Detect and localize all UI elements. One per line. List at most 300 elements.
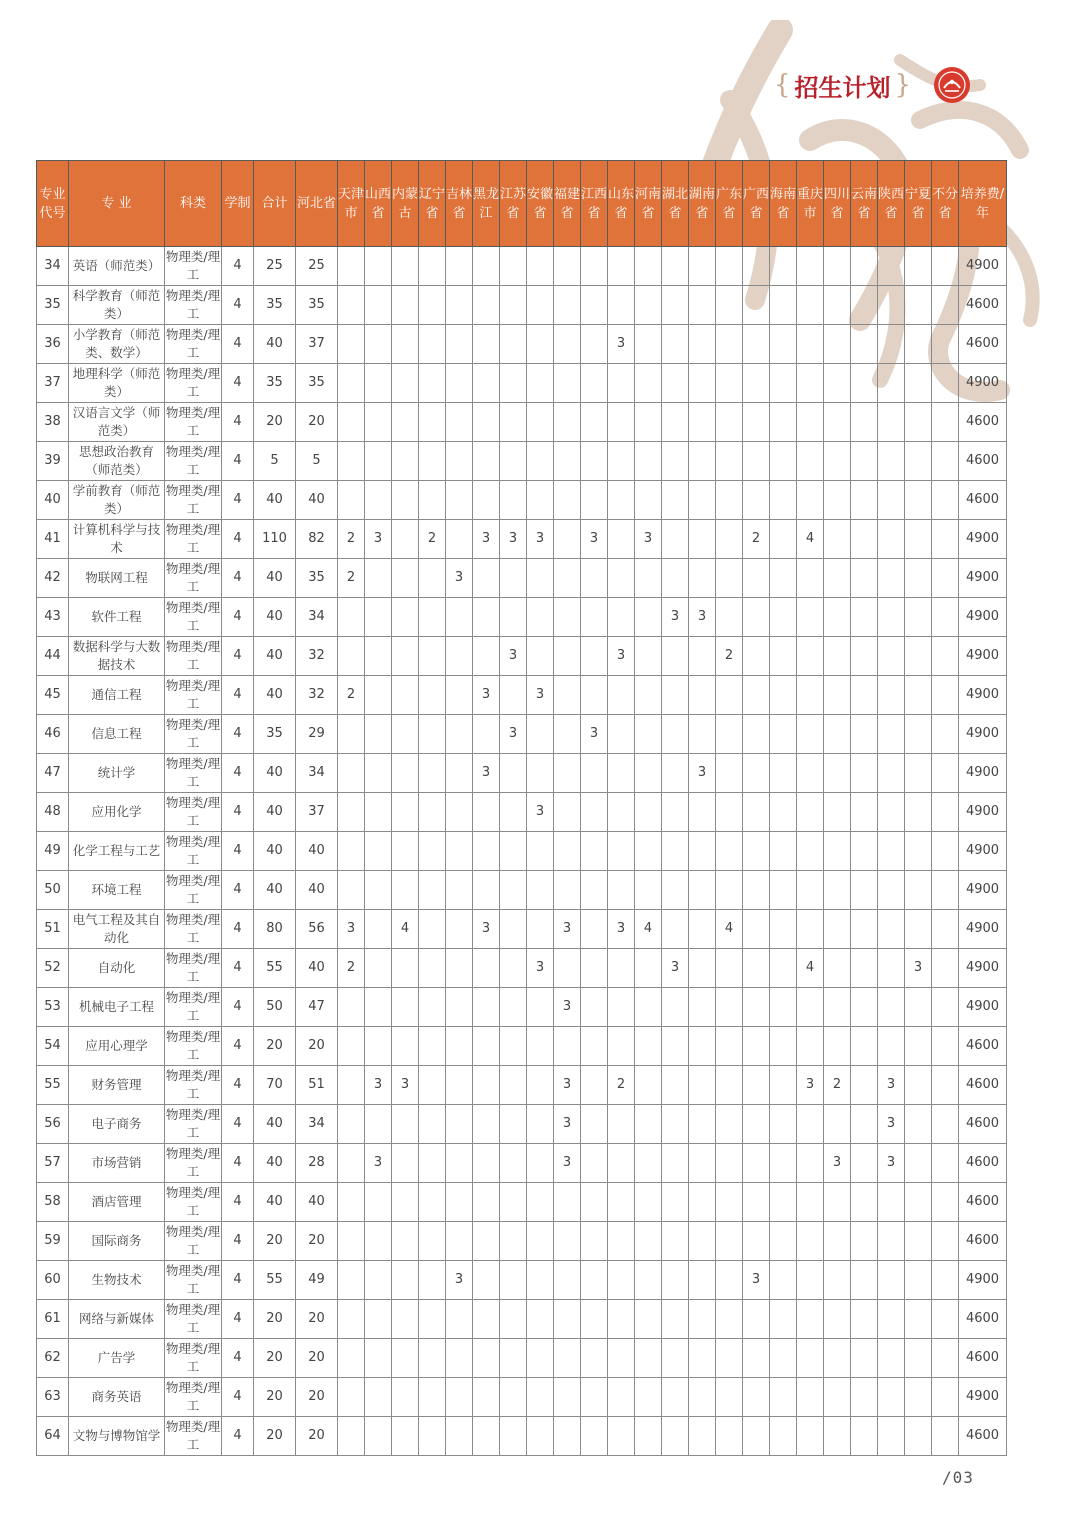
table-cell [446, 988, 473, 1027]
table-cell [608, 988, 635, 1027]
table-cell [554, 793, 581, 832]
table-cell: 40 [254, 793, 296, 832]
table-cell [743, 949, 770, 988]
table-cell: 4 [222, 247, 254, 286]
table-cell [770, 1339, 797, 1378]
table-cell [824, 1417, 851, 1456]
table-cell [554, 637, 581, 676]
table-cell [689, 676, 716, 715]
table-cell [851, 1105, 878, 1144]
table-cell: 4 [222, 1144, 254, 1183]
column-header: 陕西省 [878, 161, 905, 247]
table-cell [635, 1378, 662, 1417]
table-cell [635, 949, 662, 988]
table-cell [338, 1300, 365, 1339]
column-header: 不分省 [932, 161, 959, 247]
table-cell [824, 325, 851, 364]
major-code-cell: 53 [37, 988, 69, 1027]
table-cell [662, 1222, 689, 1261]
table-cell [446, 1183, 473, 1222]
table-cell [743, 1378, 770, 1417]
table-cell [473, 1339, 500, 1378]
table-cell [419, 1378, 446, 1417]
table-cell [500, 598, 527, 637]
major-name-cell: 学前教育（师范类） [69, 481, 165, 520]
table-cell [743, 1183, 770, 1222]
table-cell [338, 988, 365, 1027]
table-cell [500, 559, 527, 598]
table-cell [554, 1027, 581, 1066]
header-row [37, 161, 1007, 247]
table-cell [635, 1105, 662, 1144]
table-cell [716, 715, 743, 754]
table-cell [743, 1027, 770, 1066]
table-cell [419, 1300, 446, 1339]
table-cell [419, 637, 446, 676]
table-cell [932, 715, 959, 754]
table-cell [392, 1339, 419, 1378]
table-cell: 3 [473, 910, 500, 949]
table-cell: 3 [662, 598, 689, 637]
category-cell: 物理类/理工 [165, 1066, 222, 1105]
table-cell: 35 [254, 715, 296, 754]
table-cell [446, 481, 473, 520]
table-cell [392, 871, 419, 910]
table-cell [446, 754, 473, 793]
column-header: 科类 [165, 161, 222, 247]
table-cell [797, 1183, 824, 1222]
major-name-cell: 应用化学 [69, 793, 165, 832]
table-cell: 4 [222, 325, 254, 364]
table-cell [662, 442, 689, 481]
table-cell [878, 247, 905, 286]
table-cell [716, 1378, 743, 1417]
table-cell [338, 1417, 365, 1456]
table-cell [473, 559, 500, 598]
table-cell [338, 325, 365, 364]
table-cell: 3 [527, 793, 554, 832]
table-row [37, 403, 1007, 442]
table-cell: 40 [254, 754, 296, 793]
table-cell [716, 1144, 743, 1183]
table-cell [608, 403, 635, 442]
table-cell: 40 [254, 832, 296, 871]
table-cell [473, 286, 500, 325]
table-cell: 3 [446, 1261, 473, 1300]
major-name-cell: 化学工程与工艺 [69, 832, 165, 871]
table-cell [905, 1300, 932, 1339]
table-cell [500, 325, 527, 364]
table-cell [878, 598, 905, 637]
table-cell: 4 [797, 949, 824, 988]
table-cell [932, 1144, 959, 1183]
table-cell [419, 871, 446, 910]
table-cell [554, 1417, 581, 1456]
column-header: 海南省 [770, 161, 797, 247]
table-cell [689, 1222, 716, 1261]
table-cell [851, 1027, 878, 1066]
table-cell [878, 364, 905, 403]
table-cell [419, 910, 446, 949]
table-header [37, 161, 1007, 247]
table-cell [473, 637, 500, 676]
table-cell [662, 676, 689, 715]
table-cell [338, 871, 365, 910]
table-cell [419, 481, 446, 520]
table-cell [554, 1378, 581, 1417]
table-cell [500, 481, 527, 520]
table-cell [743, 676, 770, 715]
table-cell [581, 676, 608, 715]
table-cell: 4 [392, 910, 419, 949]
table-cell [608, 1339, 635, 1378]
table-cell [770, 637, 797, 676]
major-code-cell: 42 [37, 559, 69, 598]
column-header: 合计 [254, 161, 296, 247]
table-cell [581, 1222, 608, 1261]
table-cell [797, 1144, 824, 1183]
table-cell [473, 403, 500, 442]
table-cell [446, 286, 473, 325]
table-cell [770, 520, 797, 559]
major-code-cell: 54 [37, 1027, 69, 1066]
table-cell [851, 949, 878, 988]
category-cell: 物理类/理工 [165, 1417, 222, 1456]
table-cell [689, 481, 716, 520]
table-cell [851, 676, 878, 715]
table-cell [743, 754, 770, 793]
table-cell [905, 676, 932, 715]
table-cell [797, 1417, 824, 1456]
table-cell: 56 [296, 910, 338, 949]
table-cell [581, 1066, 608, 1105]
major-name-cell: 英语（师范类） [69, 247, 165, 286]
table-cell [878, 1417, 905, 1456]
table-cell: 40 [254, 559, 296, 598]
table-cell [932, 1261, 959, 1300]
table-cell [689, 949, 716, 988]
table-cell [689, 559, 716, 598]
table-cell [716, 1027, 743, 1066]
table-cell [797, 286, 824, 325]
table-cell: 40 [254, 1144, 296, 1183]
table-cell [878, 715, 905, 754]
table-cell [932, 403, 959, 442]
column-header: 江西省 [581, 161, 608, 247]
table-cell [797, 832, 824, 871]
table-cell [635, 1261, 662, 1300]
major-name-cell: 思想政治教育（师范类） [69, 442, 165, 481]
table-cell [716, 481, 743, 520]
table-cell [662, 364, 689, 403]
major-code-cell: 49 [37, 832, 69, 871]
table-cell [905, 1144, 932, 1183]
table-cell [932, 1300, 959, 1339]
table-cell: 3 [554, 1105, 581, 1144]
column-header: 广西省 [743, 161, 770, 247]
table-cell [608, 871, 635, 910]
table-cell: 4 [222, 793, 254, 832]
table-cell [824, 715, 851, 754]
table-cell: 5 [296, 442, 338, 481]
table-cell [392, 988, 419, 1027]
table-cell [824, 1105, 851, 1144]
table-cell [689, 520, 716, 559]
table-cell [770, 910, 797, 949]
table-cell [446, 442, 473, 481]
table-cell: 3 [878, 1144, 905, 1183]
table-cell [851, 1300, 878, 1339]
table-cell [770, 1417, 797, 1456]
column-header: 山西省 [365, 161, 392, 247]
table-cell [554, 1183, 581, 1222]
tuition-cell: 4900 [959, 247, 1007, 286]
column-header: 江苏省 [500, 161, 527, 247]
table-cell [689, 1417, 716, 1456]
table-cell [500, 793, 527, 832]
category-cell: 物理类/理工 [165, 1300, 222, 1339]
table-cell: 4 [635, 910, 662, 949]
table-cell [716, 949, 743, 988]
table-row [37, 949, 1007, 988]
table-cell [581, 364, 608, 403]
major-code-cell: 44 [37, 637, 69, 676]
title-text: 招生计划 [794, 72, 891, 102]
table-cell [581, 949, 608, 988]
major-name-cell: 科学教育（师范类） [69, 286, 165, 325]
table-cell [905, 364, 932, 403]
table-cell [419, 442, 446, 481]
table-cell: 110 [254, 520, 296, 559]
table-cell: 35 [254, 364, 296, 403]
table-cell [932, 1105, 959, 1144]
category-cell: 物理类/理工 [165, 715, 222, 754]
major-code-cell: 57 [37, 1144, 69, 1183]
table-cell [689, 1300, 716, 1339]
table-cell [419, 403, 446, 442]
table-cell [851, 1378, 878, 1417]
table-cell [554, 676, 581, 715]
table-cell [689, 286, 716, 325]
table-cell [419, 676, 446, 715]
table-cell [932, 988, 959, 1027]
table-cell [446, 676, 473, 715]
table-cell [527, 1144, 554, 1183]
page-title [770, 68, 915, 102]
table-cell [932, 910, 959, 949]
table-cell: 55 [254, 949, 296, 988]
table-cell [662, 1339, 689, 1378]
table-cell [716, 1183, 743, 1222]
table-cell [743, 247, 770, 286]
table-cell [581, 910, 608, 949]
table-cell [770, 988, 797, 1027]
table-cell [635, 832, 662, 871]
table-cell [446, 1066, 473, 1105]
table-cell [824, 1339, 851, 1378]
table-cell [527, 481, 554, 520]
table-cell [473, 871, 500, 910]
table-cell [716, 754, 743, 793]
table-row [37, 832, 1007, 871]
table-cell [446, 403, 473, 442]
table-cell [608, 598, 635, 637]
table-cell [419, 286, 446, 325]
table-cell [500, 871, 527, 910]
table-cell [770, 325, 797, 364]
table-cell [797, 481, 824, 520]
table-cell [581, 754, 608, 793]
table-cell [797, 871, 824, 910]
table-cell [608, 1183, 635, 1222]
table-cell: 40 [254, 1105, 296, 1144]
table-cell [878, 325, 905, 364]
table-cell: 4 [222, 598, 254, 637]
table-cell [500, 1066, 527, 1105]
table-cell [797, 364, 824, 403]
table-cell [662, 325, 689, 364]
table-cell [635, 1300, 662, 1339]
table-cell [770, 715, 797, 754]
table-cell [527, 442, 554, 481]
table-cell [635, 1027, 662, 1066]
table-cell [500, 286, 527, 325]
table-cell: 4 [222, 286, 254, 325]
table-cell: 3 [635, 520, 662, 559]
table-cell [473, 832, 500, 871]
table-cell [770, 754, 797, 793]
table-cell [338, 1339, 365, 1378]
table-cell [365, 637, 392, 676]
table-cell [338, 442, 365, 481]
table-cell [554, 325, 581, 364]
table-cell: 2 [419, 520, 446, 559]
table-row [37, 325, 1007, 364]
table-cell: 3 [554, 910, 581, 949]
major-code-cell: 41 [37, 520, 69, 559]
table-cell [716, 1339, 743, 1378]
table-cell [878, 1261, 905, 1300]
table-cell [581, 247, 608, 286]
table-cell [635, 871, 662, 910]
table-row [37, 1378, 1007, 1417]
table-cell [527, 1183, 554, 1222]
table-row [37, 559, 1007, 598]
table-cell [743, 442, 770, 481]
table-cell: 3 [473, 520, 500, 559]
table-cell [716, 1222, 743, 1261]
table-cell [770, 1300, 797, 1339]
table-cell [743, 598, 770, 637]
table-cell [446, 364, 473, 403]
table-cell [878, 1027, 905, 1066]
table-cell [635, 286, 662, 325]
table-cell [689, 1105, 716, 1144]
table-row [37, 676, 1007, 715]
table-cell: 2 [338, 520, 365, 559]
major-code-cell: 50 [37, 871, 69, 910]
table-cell [824, 871, 851, 910]
table-cell: 4 [222, 1066, 254, 1105]
table-cell [500, 1378, 527, 1417]
table-cell [473, 1222, 500, 1261]
table-cell [878, 286, 905, 325]
table-cell [635, 325, 662, 364]
table-cell [392, 364, 419, 403]
page-number: /03 [942, 1468, 974, 1487]
table-cell [473, 988, 500, 1027]
table-cell [797, 1105, 824, 1144]
table-cell [608, 481, 635, 520]
category-cell: 物理类/理工 [165, 1378, 222, 1417]
tuition-cell: 4600 [959, 442, 1007, 481]
table-cell [662, 793, 689, 832]
table-cell [554, 559, 581, 598]
table-cell [932, 247, 959, 286]
major-code-cell: 38 [37, 403, 69, 442]
table-cell [473, 1417, 500, 1456]
table-cell [905, 1261, 932, 1300]
table-cell: 3 [581, 520, 608, 559]
table-cell: 32 [296, 637, 338, 676]
table-cell [824, 1261, 851, 1300]
table-cell: 20 [254, 1417, 296, 1456]
table-cell: 4 [222, 1183, 254, 1222]
table-cell [473, 1027, 500, 1066]
table-cell: 3 [473, 754, 500, 793]
table-cell [365, 442, 392, 481]
table-cell [392, 637, 419, 676]
table-cell [392, 715, 419, 754]
table-cell [797, 754, 824, 793]
table-cell [554, 247, 581, 286]
table-cell: 4 [222, 481, 254, 520]
table-cell [392, 520, 419, 559]
major-name-cell: 应用心理学 [69, 1027, 165, 1066]
table-cell: 20 [254, 1222, 296, 1261]
table-cell: 3 [878, 1066, 905, 1105]
table-cell [419, 1027, 446, 1066]
table-cell [500, 1144, 527, 1183]
table-cell [824, 1378, 851, 1417]
table-cell [662, 832, 689, 871]
major-name-cell: 电气工程及其自动化 [69, 910, 165, 949]
table-cell [824, 286, 851, 325]
table-cell [365, 559, 392, 598]
table-cell [932, 481, 959, 520]
table-cell: 40 [296, 949, 338, 988]
table-cell [662, 1183, 689, 1222]
table-cell [581, 1261, 608, 1300]
table-cell [527, 403, 554, 442]
table-cell: 20 [254, 1027, 296, 1066]
table-cell [392, 286, 419, 325]
table-cell [635, 793, 662, 832]
table-cell [878, 1300, 905, 1339]
table-cell [527, 1300, 554, 1339]
table-row [37, 1027, 1007, 1066]
table-cell [581, 793, 608, 832]
table-cell [824, 637, 851, 676]
table-cell [878, 442, 905, 481]
table-cell [689, 1378, 716, 1417]
table-cell [932, 1222, 959, 1261]
table-cell [635, 403, 662, 442]
table-cell [554, 403, 581, 442]
table-cell: 2 [743, 520, 770, 559]
table-cell [905, 910, 932, 949]
table-cell [932, 559, 959, 598]
